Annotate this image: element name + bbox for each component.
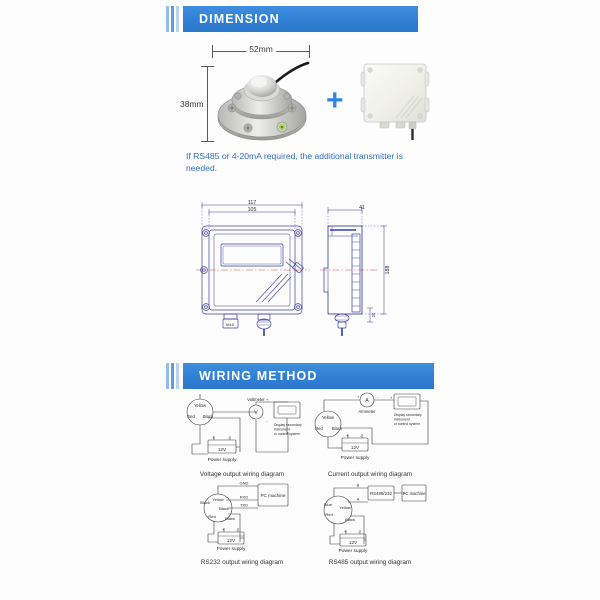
caption-current: Current output wiring diagram <box>327 471 413 478</box>
technical-drawings <box>190 196 420 336</box>
sensor-width-label: 52mm <box>246 44 276 54</box>
device-minus-2: - <box>423 395 425 400</box>
sensor-width-dimension <box>212 44 310 58</box>
wire-label-red-1: Red <box>187 414 195 419</box>
wiring-diagram-rs232 <box>178 480 306 566</box>
front-dim-outer: 117 <box>247 200 257 206</box>
wire-label-black-3c: Black <box>225 516 235 521</box>
voltmeter-symbol: V <box>254 410 258 416</box>
wiring-diagram-current <box>306 392 434 478</box>
device-note-2 <box>394 413 422 426</box>
ammeter-symbol: A <box>365 398 369 404</box>
svg-text:Display secondary: Display secondary <box>394 413 422 417</box>
power-value-1: 12V <box>217 447 227 452</box>
voltmeter-label: Voltmeter <box>247 397 265 402</box>
product-photo-row <box>170 38 435 146</box>
wire-label-black-3b: Black <box>219 506 229 511</box>
polarity-plus-1: + <box>212 435 215 440</box>
converter-label: RS485/232 <box>370 491 392 496</box>
polarity-minus-2: - <box>360 433 362 438</box>
wire-label-yellow-2: Yellow <box>322 415 334 420</box>
header-bar-dimension <box>183 6 418 32</box>
section-header-wiring <box>166 363 434 389</box>
signal-txd: TXD <box>240 502 248 508</box>
signal-rxd: RXD <box>239 494 249 500</box>
polarity-plus-2: + <box>346 433 349 438</box>
power-value-3: 12V <box>226 538 236 543</box>
solar-radiation-sensor-image <box>214 60 310 144</box>
wire-label-red-2: Red <box>315 426 323 431</box>
polarity-minus-1: - <box>228 435 230 440</box>
wiring-diagrams <box>178 392 434 564</box>
power-label-4: Power supply <box>338 549 368 554</box>
svg-text:instrument: instrument <box>274 427 290 432</box>
wire-label-red-4: Red <box>325 512 333 517</box>
transmitter-note: If RS485 or 4-20mA required, the additional transmitter is needed. <box>186 151 403 174</box>
wiring-diagram-rs485 <box>306 480 434 566</box>
caption-rs232: RS232 output wiring diagram <box>200 559 284 566</box>
sensor-height-dimension <box>180 66 214 142</box>
svg-text:instrument: instrument <box>394 417 410 422</box>
section-title-wiring: WIRING METHOD <box>199 369 318 383</box>
side-dim-height: 188 <box>385 265 391 275</box>
wire-label-black-4: Black <box>345 517 355 522</box>
header-accent-bars-wiring <box>166 363 179 389</box>
wire-label-yellow-3: Yellow <box>212 497 224 502</box>
header-bar-wiring <box>183 363 434 389</box>
meter-minus-2: - <box>377 394 379 399</box>
side-dim-small: 20 <box>371 312 376 318</box>
wire-label-yellow-4: Yellow <box>339 505 351 510</box>
header-accent-bars <box>166 6 179 32</box>
wire-label-black-3a: Black <box>200 500 210 505</box>
front-dim-inner: 105 <box>247 207 257 213</box>
power-label-2: Power supply <box>340 456 370 461</box>
side-dim-width: 41 <box>359 205 365 211</box>
signal-gnd: GND <box>239 480 249 486</box>
signal-b: B <box>356 482 360 488</box>
transmitter-product-image <box>356 52 434 140</box>
svg-text:or control system: or control system <box>394 422 420 426</box>
device-plus-1: + <box>266 397 269 402</box>
wiring-diagram-voltage <box>178 392 306 478</box>
ammeter-label: Ammeter <box>358 409 376 414</box>
wire-label-black-2: Black <box>331 426 343 431</box>
device-minus-1: - <box>266 418 268 423</box>
power-value-2: 12V <box>350 445 360 450</box>
polarity-plus-4: + <box>344 529 347 534</box>
section-title-dimension: DIMENSION <box>199 12 280 26</box>
meter-plus-2: + <box>357 394 360 399</box>
polarity-plus-3: + <box>222 527 225 532</box>
front-view-group <box>196 202 310 336</box>
polarity-minus-4: - <box>358 529 360 534</box>
wire-label-black-1: Black <box>202 414 214 419</box>
signal-a: A <box>356 496 360 502</box>
polarity-minus-3: - <box>236 527 238 532</box>
power-label-1: Power supply <box>207 458 237 463</box>
svg-text:Display secondary: Display secondary <box>274 423 302 427</box>
power-value-4: 12V <box>348 540 358 545</box>
plus-symbol: + <box>326 84 344 117</box>
wire-label-red-3: Red <box>208 514 216 519</box>
power-label-3: Power supply <box>216 547 246 552</box>
side-view-group <box>320 207 387 336</box>
sensor-height-label: 38mm <box>180 99 204 109</box>
front-dim-bottom: M16 <box>226 322 234 327</box>
svg-text:or control system: or control system <box>274 432 300 436</box>
device-plus-2: + <box>390 395 393 400</box>
device-note-1 <box>274 423 302 436</box>
section-header-dimension <box>166 6 418 32</box>
caption-rs485: RS485 output wiring diagram <box>328 559 412 566</box>
pc-machine-4: PC machine <box>402 491 426 496</box>
caption-voltage: Voltage output wiring diagram <box>199 471 285 478</box>
pc-machine-3: PC machine <box>260 493 286 498</box>
wire-label-yellow-1: Yellow <box>194 403 206 408</box>
wire-label-blue-4: Blue <box>323 502 333 507</box>
